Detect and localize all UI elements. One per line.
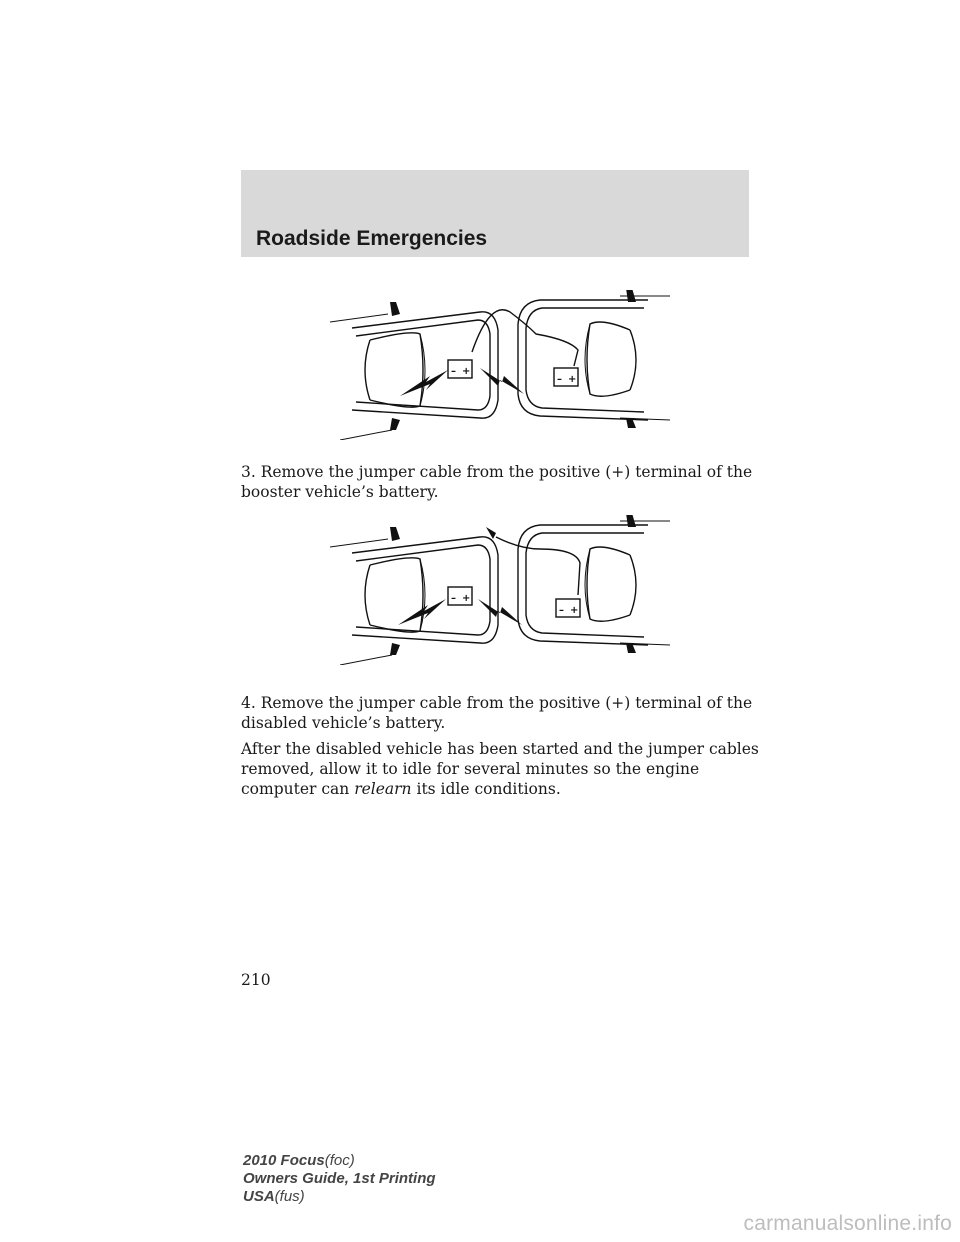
jumper-cable bbox=[496, 537, 580, 595]
booster-vehicle bbox=[518, 515, 670, 653]
battery-icon bbox=[448, 360, 472, 378]
disabled-vehicle bbox=[330, 302, 498, 440]
svg-text:+: + bbox=[462, 593, 471, 604]
spark-icon bbox=[478, 599, 522, 625]
svg-text:–: – bbox=[557, 374, 562, 385]
jumper-illustration-step3 bbox=[330, 515, 670, 665]
footer-market: USA bbox=[243, 1188, 275, 1205]
footer-edition: Owners Guide, 1st Printing bbox=[243, 1170, 436, 1187]
battery-icon bbox=[556, 599, 580, 617]
battery-icon bbox=[554, 368, 578, 386]
svg-text:+: + bbox=[570, 605, 579, 616]
svg-text:–: – bbox=[559, 605, 564, 616]
svg-text:+: + bbox=[568, 374, 577, 385]
disabled-vehicle bbox=[330, 527, 498, 665]
footer-market-code: (fus) bbox=[274, 1188, 305, 1205]
battery-icon bbox=[448, 587, 472, 605]
svg-text:+: + bbox=[462, 366, 471, 377]
footer-model-code: (foc) bbox=[324, 1152, 355, 1169]
after-start-text-part2: its idle conditions. bbox=[416, 780, 561, 798]
jumper-illustration-step2 bbox=[330, 290, 670, 440]
svg-text:–: – bbox=[451, 593, 456, 604]
footer-model: 2010 Focus bbox=[243, 1152, 325, 1169]
document-footer bbox=[243, 1152, 436, 1206]
after-start-text bbox=[241, 739, 761, 799]
step-3-text: 3. Remove the jumper cable from the positive (+) terminal of the booster vehicle’s battery. bbox=[241, 463, 753, 501]
booster-vehicle bbox=[518, 290, 670, 428]
relearn-emphasis: relearn bbox=[354, 780, 412, 798]
section-title: Roadside Emergencies bbox=[256, 227, 488, 250]
step-4-text: 4. Remove the jumper cable from the positive (+) terminal of the disabled vehicle’s battery. bbox=[241, 694, 753, 732]
spark-icon bbox=[400, 370, 448, 396]
page-number: 210 bbox=[241, 971, 271, 989]
jumper-cable bbox=[472, 310, 578, 366]
watermark: carmanualsonline.info bbox=[743, 1212, 952, 1235]
after-start-text-part1: After the disabled vehicle has been started and the jumper cables removed, allow it to idle for several minutes so the engine computer can bbox=[241, 740, 759, 798]
svg-text:–: – bbox=[451, 366, 456, 377]
